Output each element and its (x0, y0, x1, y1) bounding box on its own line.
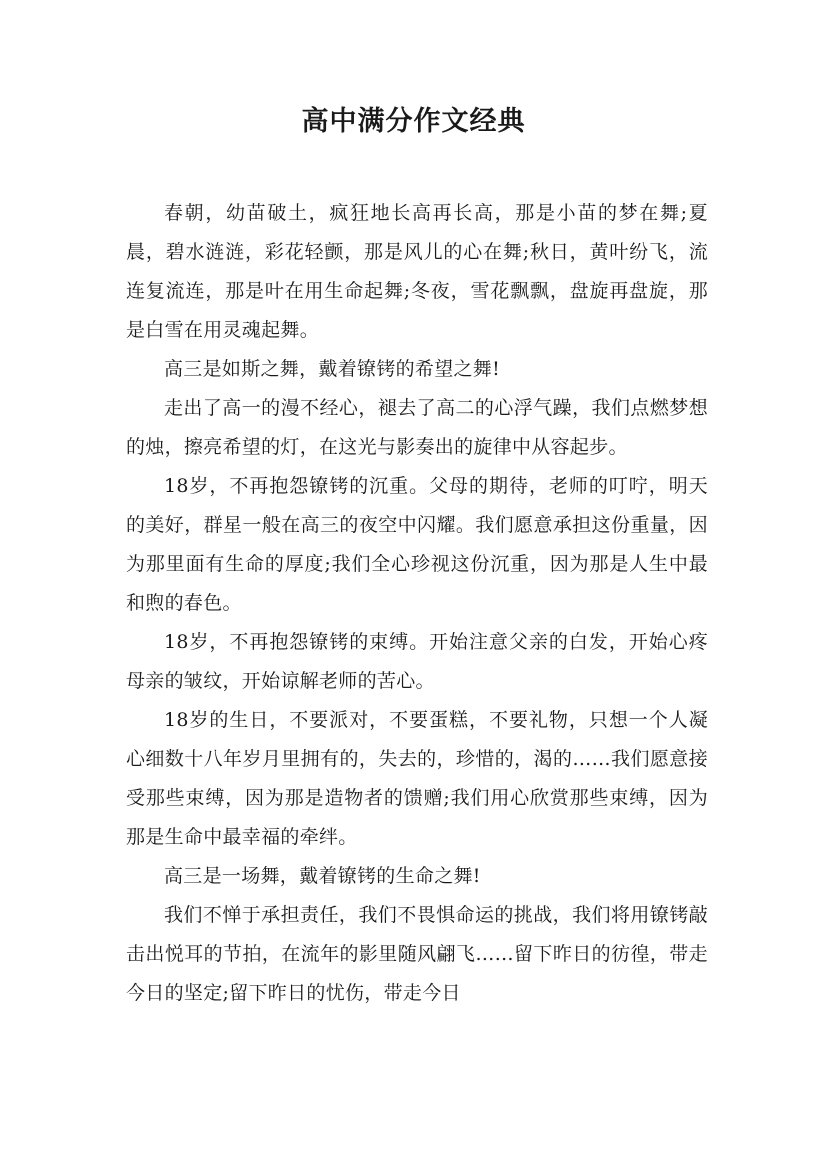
document-body (126, 194, 708, 1013)
paragraph-6: 18岁的生日，不要派对，不要蛋糕，不要礼物，只想一个人凝心细数十八年岁月里拥有的，失去的，珍惜的，渴的……我们愿意接受那些束缚，因为那是造物者的馈赠;我们用心欣赏那些束缚，因为那是生命中最幸福的牵绊。 (126, 709, 708, 848)
paragraph-8: 我们不惮于承担责任，我们不畏惧命运的挑战，我们将用镣铐敲击出悦耳的节拍，在流年的影里随风翩飞……留下昨日的彷徨，带走今日的坚定;留下昨日的忧伤，带走今日 (126, 904, 708, 1004)
document-title: 高中满分作文经典 (301, 106, 526, 137)
paragraph-3: 走出了高一的漫不经心，褪去了高二的心浮气躁，我们点燃梦想的烛，擦亮希望的灯，在这光与影奏出的旋律中从容起步。 (126, 397, 708, 458)
paragraph-7: 高三是一场舞，戴着镣铐的生命之舞! (164, 865, 481, 887)
paragraph-5: 18岁，不再抱怨镣铐的束缚。开始注意父亲的白发，开始心疼母亲的皱纹，开始谅解老师的苦心。 (126, 631, 708, 692)
paragraph-1: 春朝，幼苗破土，疯狂地长高再长高，那是小苗的梦在舞;夏晨，碧水涟涟，彩花轻颤，那是风儿的心在舞;秋日，黄叶纷飞，流连复流连，那是叶在用生命起舞;冬夜，雪花飘飘，盘旋再盘旋，那是白雪在用灵魂起舞。 (126, 202, 708, 341)
paragraph-2: 高三是如斯之舞，戴着镣铐的希望之舞! (164, 358, 501, 380)
paragraph-4: 18岁，不再抱怨镣铐的沉重。父母的期待，老师的叮咛，明天的美好，群星一般在高三的夜空中闪耀。我们愿意承担这份重量，因为那里面有生命的厚度;我们全心珍视这份沉重，因为那是人生中最和煦的春色。 (126, 475, 708, 614)
